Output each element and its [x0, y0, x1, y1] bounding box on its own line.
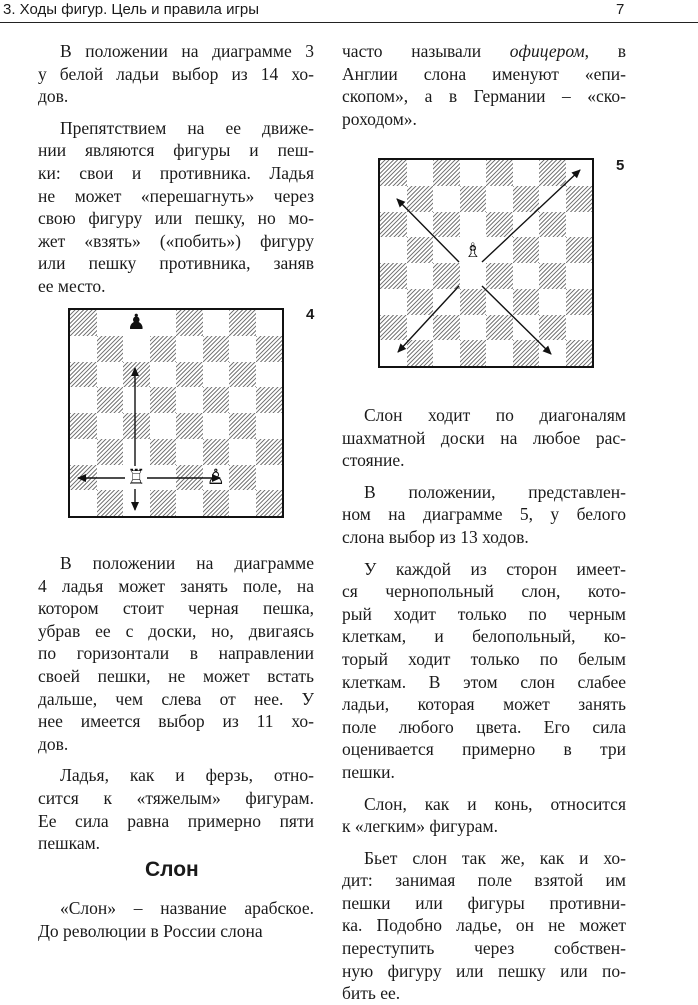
square-f7: [203, 336, 230, 362]
square-d2: [150, 465, 177, 491]
text-line: дов.: [38, 86, 69, 107]
square-g3: [539, 289, 566, 315]
text-line: ном на диаграмме 5, у белого: [342, 504, 626, 525]
square-b4: [97, 413, 124, 439]
text-line: переступить через собствен-: [342, 938, 626, 959]
left-text-bishop-intro: [38, 897, 314, 942]
text-line: ка. Подобно ладье, он не может: [342, 915, 626, 936]
square-a3: [380, 289, 407, 315]
right-text-bottom: [342, 404, 626, 1005]
square-a1: [70, 490, 97, 516]
square-g1: [539, 340, 566, 366]
square-f3: [203, 439, 230, 465]
square-a7: [380, 186, 407, 212]
square-f4: [513, 263, 540, 289]
square-g8: [229, 310, 256, 336]
paragraph-bishop-13-moves: [342, 481, 626, 549]
square-d5: [150, 387, 177, 413]
square-a8: [380, 160, 407, 186]
left-text-bottom: [38, 552, 314, 855]
square-c1: [123, 490, 150, 516]
square-c1: [433, 340, 460, 366]
square-c3: [433, 289, 460, 315]
running-head: [0, 0, 698, 23]
square-d3: [150, 439, 177, 465]
square-h8: [256, 310, 283, 336]
text-line: клеткам, и белопольный, ко-: [342, 626, 626, 647]
paragraph-rook-14-moves: [38, 40, 314, 108]
square-c5: [433, 237, 460, 263]
square-b2: [97, 465, 124, 491]
text-line: или пешку противника, заняв: [38, 253, 314, 274]
paragraph-bishop-diagonals: [342, 404, 626, 472]
chessboard-diagram-5: [378, 158, 594, 368]
square-a5: [70, 387, 97, 413]
square-c7: [123, 336, 150, 362]
page-number: 7: [616, 1, 625, 18]
square-a3: [70, 439, 97, 465]
text-line: ее место.: [38, 275, 106, 296]
text-line: торый ходит только по белым: [342, 648, 626, 669]
square-g4: [539, 263, 566, 289]
square-f6: [203, 362, 230, 388]
square-a2: [380, 315, 407, 341]
text-line: дов.: [38, 733, 69, 754]
square-e2: [486, 315, 513, 341]
text-line: Бьет слон так же, как и хо-: [364, 847, 626, 868]
square-d7: [150, 336, 177, 362]
square-c3: [123, 439, 150, 465]
text-line: оценивается примерно в три: [342, 739, 626, 760]
square-b1: [97, 490, 124, 516]
square-g4: [229, 413, 256, 439]
square-h7: [256, 336, 283, 362]
text-line: Англии слона именуют «епи-: [342, 63, 626, 84]
text-line: «Слон» – название арабское.: [60, 898, 314, 918]
square-d6: [150, 362, 177, 388]
square-e8: [176, 310, 203, 336]
square-h8: [566, 160, 593, 186]
square-f3: [513, 289, 540, 315]
square-g1: [229, 490, 256, 516]
text-line: слона выбор из 13 ходов.: [342, 526, 529, 547]
square-b8: [407, 160, 434, 186]
square-h4: [566, 263, 593, 289]
square-d5: [460, 237, 487, 263]
square-d1: [150, 490, 177, 516]
text-line: В положении на диаграмме 3: [60, 41, 314, 61]
text-fragment: часто называли: [342, 41, 510, 61]
text-line: У каждой из сторон имеет-: [364, 558, 626, 579]
square-c2: [123, 465, 150, 491]
square-c4: [123, 413, 150, 439]
square-d4: [150, 413, 177, 439]
square-b8: [97, 310, 124, 336]
square-e1: [176, 490, 203, 516]
text-line: Ладья, как и ферзь, отно-: [60, 765, 314, 786]
text-line: по горизонтали в направлении: [38, 643, 314, 664]
text-line: не может «перешагнуть» через: [38, 185, 314, 206]
text-line: ки: свои и противника. Ладья: [38, 162, 314, 183]
paragraph-bishop-captures: [342, 847, 626, 1005]
square-b6: [407, 212, 434, 238]
square-e7: [176, 336, 203, 362]
square-c7: [433, 186, 460, 212]
diagram-4-number: 4: [306, 306, 315, 323]
square-h1: [256, 490, 283, 516]
square-e1: [486, 340, 513, 366]
square-f2: [513, 315, 540, 341]
text-line: Слон ходит по диагоналям: [364, 405, 626, 425]
square-d4: [460, 263, 487, 289]
square-e2: [176, 465, 203, 491]
right-text-top: [342, 40, 626, 130]
black-pawn-icon: ♟: [123, 310, 150, 336]
square-a8: [70, 310, 97, 336]
text-line: роходом».: [342, 108, 417, 129]
square-b6: [97, 362, 124, 388]
text-line: 4 ладья может занять поле, на: [38, 575, 314, 596]
square-a5: [380, 237, 407, 263]
square-a7: [70, 336, 97, 362]
square-g2: [229, 465, 256, 491]
text-line: шахматной доски на любое рас-: [342, 427, 626, 448]
square-c6: [123, 362, 150, 388]
square-h4: [256, 413, 283, 439]
text-line: своей пешки, не может встать: [38, 665, 314, 686]
square-c2: [433, 315, 460, 341]
text-line: у белой ладьи выбор из 14 хо-: [38, 63, 314, 84]
square-f6: [513, 212, 540, 238]
square-e3: [486, 289, 513, 315]
square-h2: [566, 315, 593, 341]
square-h3: [566, 289, 593, 315]
square-f1: [513, 340, 540, 366]
square-a4: [380, 263, 407, 289]
square-e6: [176, 362, 203, 388]
text-line: ся чернопольный слон, кото-: [342, 581, 626, 602]
square-a6: [70, 362, 97, 388]
square-d7: [460, 186, 487, 212]
text-line: Слон, как и конь, относится: [364, 793, 626, 814]
text-line: Ее сила равна примерно пяти: [38, 810, 314, 831]
square-c6: [433, 212, 460, 238]
text-line: скопом», а в Германии – «ско-: [342, 86, 626, 107]
square-b1: [407, 340, 434, 366]
text-line: ную фигуру или пешку или по-: [342, 960, 626, 981]
square-a6: [380, 212, 407, 238]
text-line: стояние.: [342, 450, 405, 471]
square-h3: [256, 439, 283, 465]
square-a1: [380, 340, 407, 366]
square-h1: [566, 340, 593, 366]
square-b7: [97, 336, 124, 362]
square-f4: [203, 413, 230, 439]
text-line: нее имеется выбор из 11 хо-: [38, 711, 314, 732]
paragraph-obstacles: [38, 117, 314, 298]
paragraph-light-pieces: [342, 793, 626, 838]
square-d6: [460, 212, 487, 238]
square-f2: [203, 465, 230, 491]
square-d1: [460, 340, 487, 366]
square-b3: [97, 439, 124, 465]
square-h6: [256, 362, 283, 388]
square-g7: [229, 336, 256, 362]
square-e7: [486, 186, 513, 212]
text-line: пешкам.: [38, 833, 101, 854]
square-f5: [513, 237, 540, 263]
text-line: пешки.: [342, 761, 395, 782]
square-f8: [513, 160, 540, 186]
square-e4: [176, 413, 203, 439]
text-line: [342, 40, 626, 63]
square-c4: [433, 263, 460, 289]
white-rook-icon: ♖: [123, 465, 150, 491]
square-h2: [256, 465, 283, 491]
square-b2: [407, 315, 434, 341]
square-g5: [539, 237, 566, 263]
square-h6: [566, 212, 593, 238]
square-d2: [460, 315, 487, 341]
square-h5: [256, 387, 283, 413]
text-line: клеткам. В этом слон слабее: [342, 671, 626, 692]
square-e3: [176, 439, 203, 465]
white-pawn-icon: ♙: [203, 465, 230, 491]
square-b4: [407, 263, 434, 289]
square-d8: [150, 310, 177, 336]
paragraph-bishop-colors: [342, 558, 626, 784]
square-c8: [123, 310, 150, 336]
square-d3: [460, 289, 487, 315]
square-g6: [539, 212, 566, 238]
square-g2: [539, 315, 566, 341]
text-line: к «легким» фигурам.: [342, 816, 498, 837]
square-b3: [407, 289, 434, 315]
square-g3: [229, 439, 256, 465]
text-line: пешки или фигуры противни-: [342, 892, 626, 913]
square-g7: [539, 186, 566, 212]
square-e5: [176, 387, 203, 413]
square-h7: [566, 186, 593, 212]
paragraph-heavy-pieces: [38, 764, 314, 854]
text-line: В положении, представлен-: [364, 481, 626, 502]
square-g8: [539, 160, 566, 186]
text-line: нии являются фигуры и пеш-: [38, 140, 314, 161]
text-line: Препятствием на ее движе-: [60, 117, 314, 138]
italic-term: офицером: [509, 41, 585, 61]
square-c8: [433, 160, 460, 186]
square-e6: [486, 212, 513, 238]
text-line: котором стоит черная пешка,: [38, 598, 314, 619]
square-h5: [566, 237, 593, 263]
text-line: рый ходит только по черным: [342, 603, 626, 624]
square-b5: [97, 387, 124, 413]
paragraph-rook-11-moves: [38, 552, 314, 755]
text-line: поле любого цвета. Его сила: [342, 716, 626, 737]
text-line: свою фигуру или пешку, но мо-: [38, 208, 314, 229]
square-f7: [513, 186, 540, 212]
text-line: В положении на диаграмме: [60, 553, 314, 573]
chessboard-diagram-4: [68, 308, 284, 518]
white-bishop-icon: ♗: [460, 237, 487, 263]
text-line: сится к «тяжелым» фигурам.: [38, 787, 314, 808]
square-f8: [203, 310, 230, 336]
square-f5: [203, 387, 230, 413]
left-text-top: [38, 40, 314, 298]
text-line: До революции в России слона: [38, 920, 263, 941]
square-e4: [486, 263, 513, 289]
text-line: ладьи, которая может занять: [342, 694, 626, 715]
section-heading-bishop: Слон: [145, 858, 199, 881]
text-fragment: , в: [584, 41, 626, 61]
text-line: дальше, чем слева от нее. У: [38, 688, 314, 709]
square-a4: [70, 413, 97, 439]
text-line: жет «взять» («побить») фигуру: [38, 230, 314, 251]
chapter-title: 3. Ходы фигур. Цель и правила игры: [3, 1, 260, 18]
square-g6: [229, 362, 256, 388]
square-e8: [486, 160, 513, 186]
square-f1: [203, 490, 230, 516]
square-g5: [229, 387, 256, 413]
square-c5: [123, 387, 150, 413]
square-a2: [70, 465, 97, 491]
text-line: дит: занимая поле взятой им: [342, 870, 626, 891]
text-line: бить ее.: [342, 983, 401, 1004]
text-line: убрав ее с доски, но, двигаясь: [38, 620, 314, 641]
diagram-5-number: 5: [616, 157, 625, 174]
square-b7: [407, 186, 434, 212]
square-e5: [486, 237, 513, 263]
square-b5: [407, 237, 434, 263]
paragraph-bishop-names: [342, 40, 626, 130]
paragraph-bishop-name: [38, 897, 314, 942]
square-d8: [460, 160, 487, 186]
